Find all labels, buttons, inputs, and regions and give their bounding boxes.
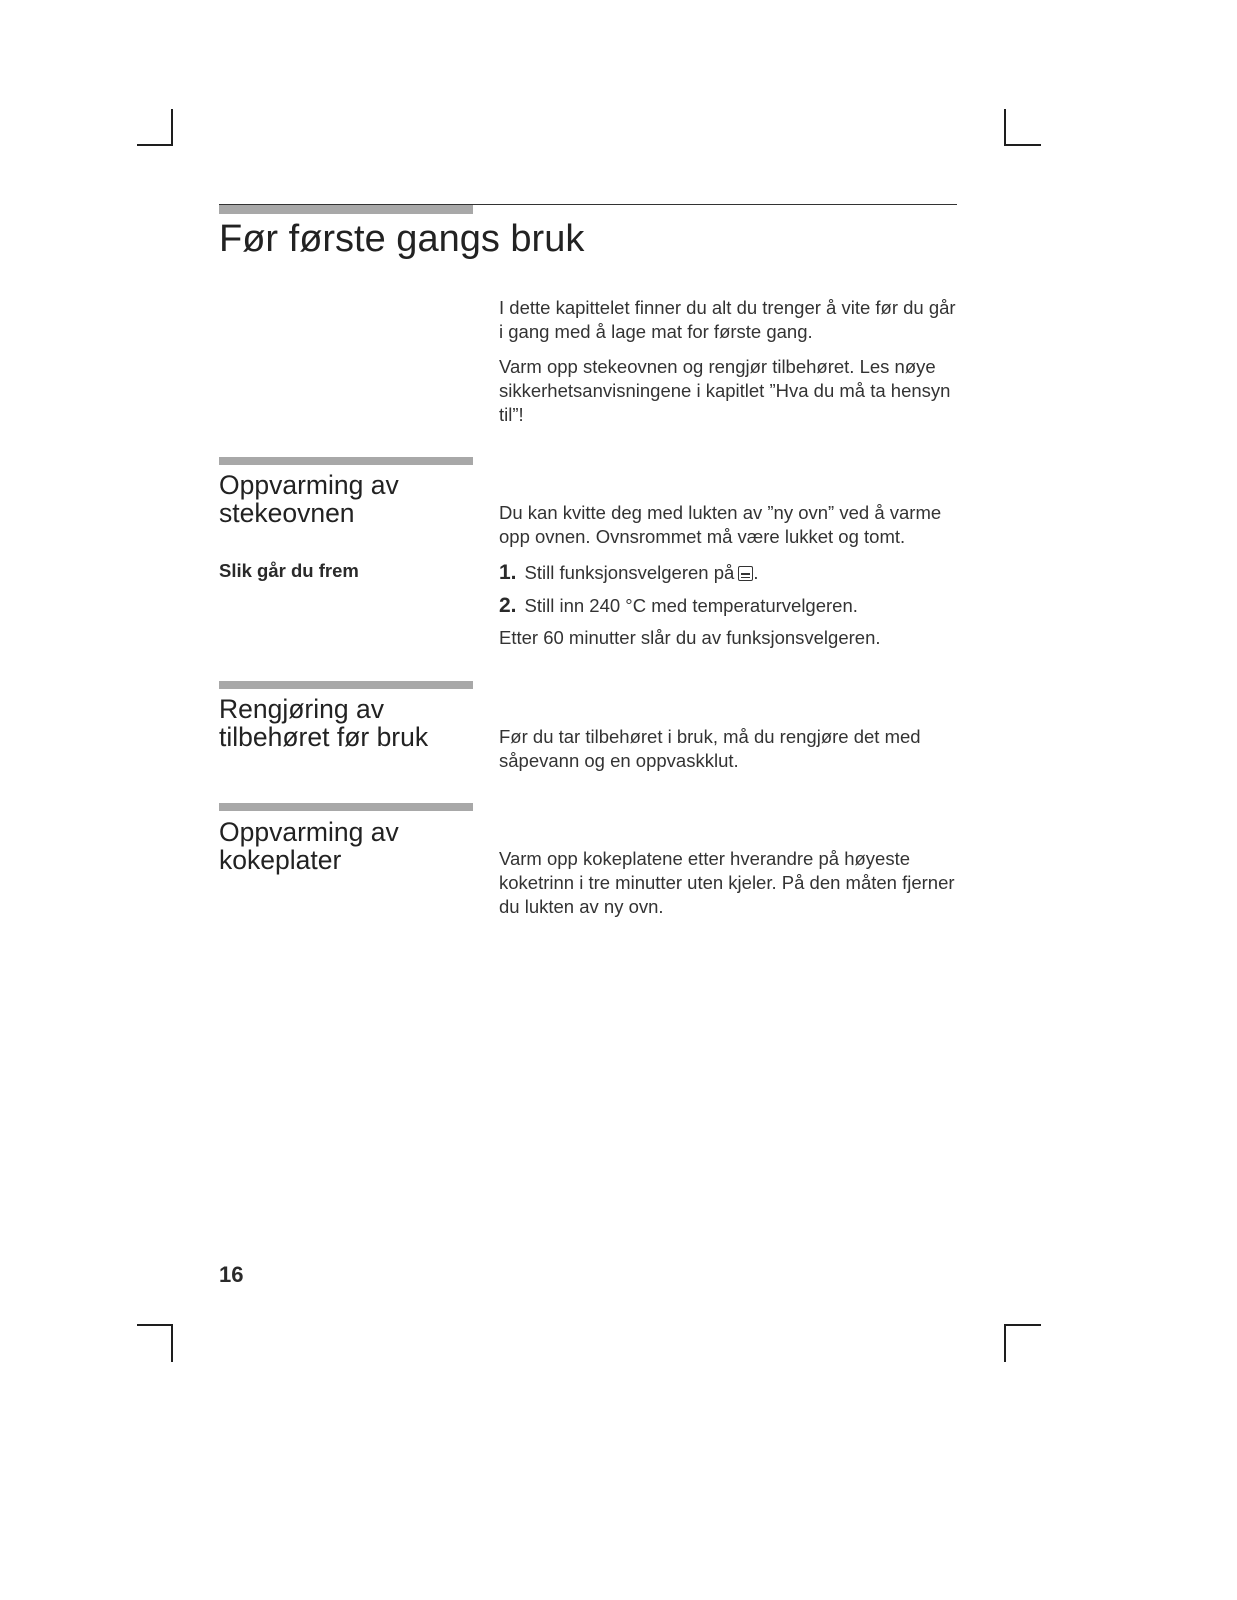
step-text: Still inn 240 °C med temperaturvelgeren. xyxy=(524,595,858,616)
section-subheading: Slik går du frem xyxy=(219,560,359,581)
section-heading-line: tilbehøret før bruk xyxy=(219,722,429,752)
intro-paragraph-1: I dette kapittelet finner du alt du trenger å vite før du går i gang med å lage mat for første gang. xyxy=(499,297,956,342)
section-heading-line: Rengjøring av xyxy=(219,694,384,724)
section-body: Du kan kvitte deg med lukten av ”ny ovn” ved å varme opp ovnen. Ovnsrommet må være lukket og tomt. xyxy=(499,502,942,547)
section-heading-rengjoring-tilbehoret xyxy=(219,695,428,751)
section-bar xyxy=(219,457,473,465)
step-text: Still funksjonsvelgeren på xyxy=(524,562,735,583)
crop-mark-bl-v xyxy=(171,1324,173,1362)
page-title: Før første gangs bruk xyxy=(219,218,585,260)
section-heading-line: Oppvarming av xyxy=(219,470,399,500)
crop-mark-br-h xyxy=(1004,1324,1041,1326)
page-number: 16 xyxy=(219,1262,244,1287)
chapter-rule-bar xyxy=(219,205,473,214)
step-number: 1. xyxy=(499,561,517,584)
crop-mark-tr-h xyxy=(1004,144,1041,146)
crop-mark-bl-h xyxy=(137,1324,173,1326)
section-heading-oppvarming-kokeplater xyxy=(219,818,399,874)
section-heading-line: stekeovnen xyxy=(219,498,355,528)
step-number: 2. xyxy=(499,594,517,617)
section-heading-line: kokeplater xyxy=(219,845,342,875)
section-body: Varm opp kokeplatene etter hverandre på høyeste koketrinn i tre minutter uten kjeler. På den måten fjerner du lukten av ny ovn. xyxy=(499,848,955,917)
section-heading-line: Oppvarming av xyxy=(219,817,399,847)
intro-paragraph-2: Varm opp stekeovnen og rengjør tilbehøret. Les nøye sikkerhetsanvisningene i kapitlet ”Hva du må ta hensyn til”! xyxy=(499,356,951,425)
section-bar xyxy=(219,681,473,689)
crop-mark-br-v xyxy=(1004,1324,1006,1362)
crop-mark-tl-h xyxy=(137,144,173,146)
crop-mark-tr-v xyxy=(1004,109,1006,146)
step-1 xyxy=(499,561,758,585)
step-suffix: . xyxy=(753,562,759,583)
crop-mark-tl-v xyxy=(171,109,173,146)
top-bottom-heat-icon xyxy=(738,566,753,581)
section-after-text: Etter 60 minutter slår du av funksjonsvelgeren. xyxy=(499,627,881,648)
section-bar xyxy=(219,803,473,811)
step-2 xyxy=(499,594,858,618)
section-heading-oppvarming-stekeovnen xyxy=(219,471,399,527)
section-body: Før du tar tilbehøret i bruk, må du rengjøre det med såpevann og en oppvaskklut. xyxy=(499,726,921,771)
